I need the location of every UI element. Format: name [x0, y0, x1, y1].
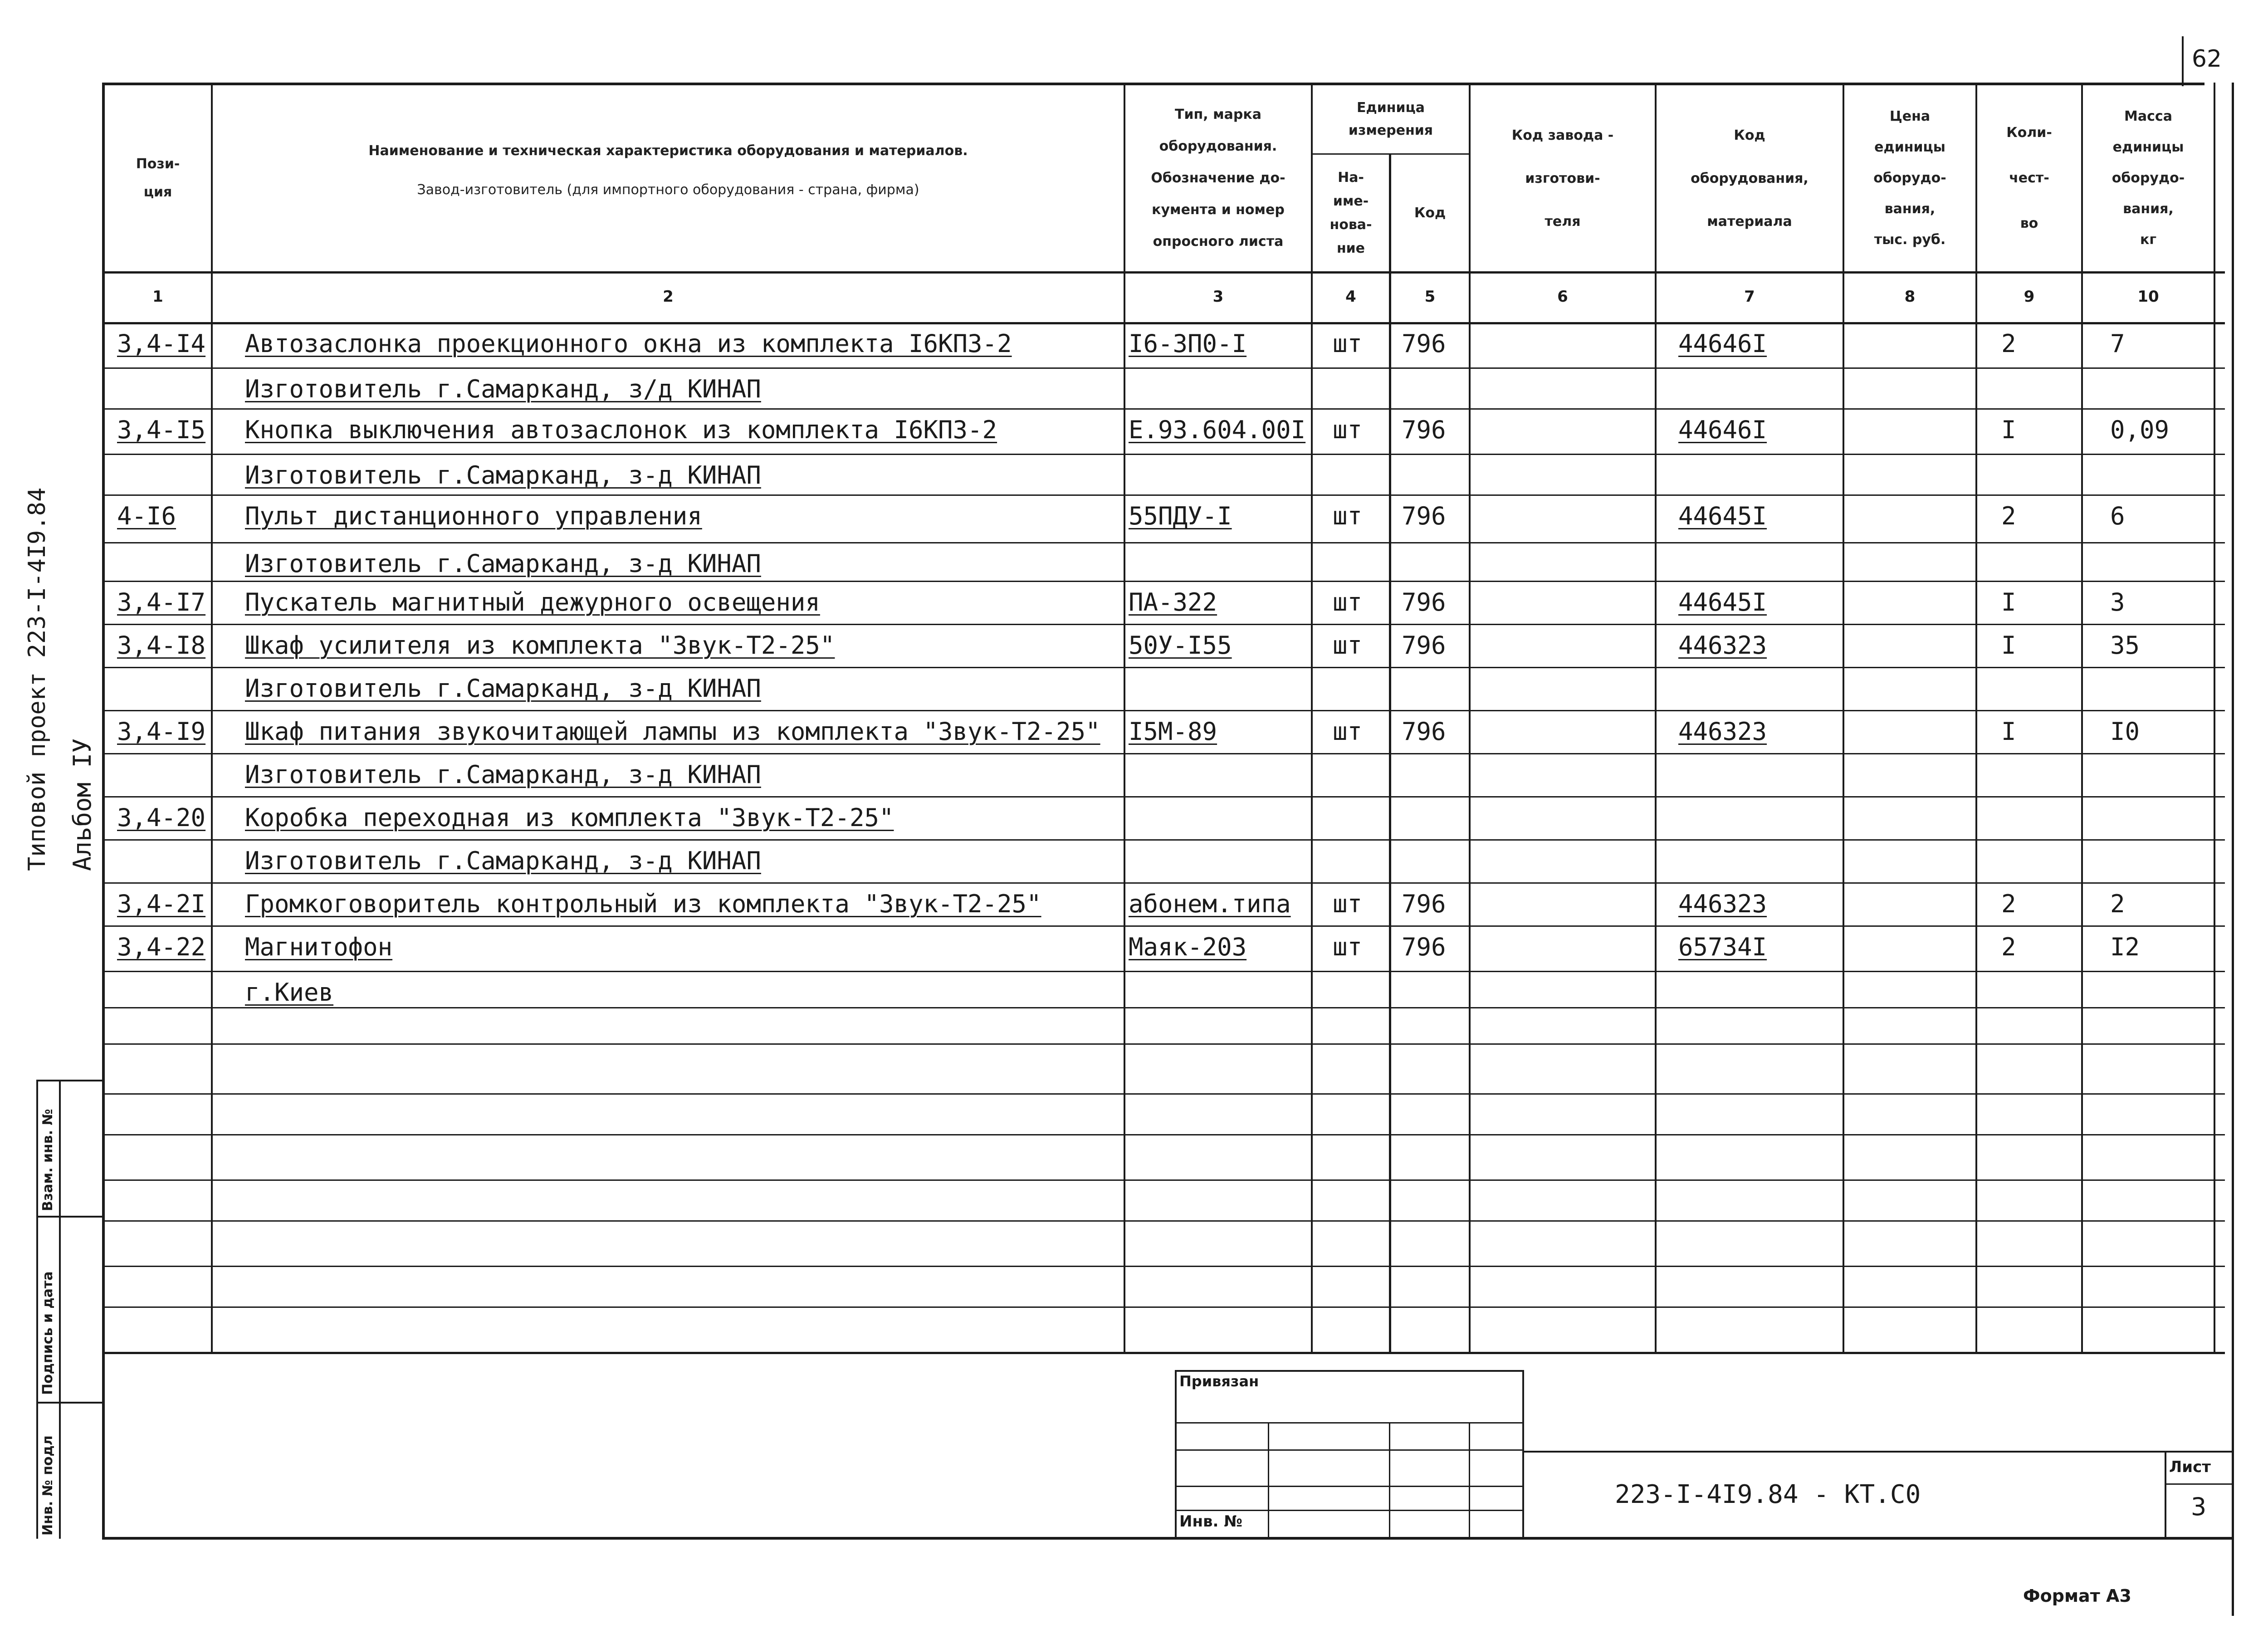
- cell-unit: шт: [1333, 588, 1363, 616]
- column-number: 7: [1744, 288, 1755, 306]
- cell-code: 796: [1402, 631, 1446, 660]
- cell-equip: 44646I: [1678, 329, 1767, 358]
- cell-mass: I2: [2110, 933, 2140, 961]
- cell-pos: 3,4-22: [117, 933, 206, 961]
- cell-pos: 3,4-2I: [117, 890, 206, 918]
- cell-mass: 35: [2110, 631, 2140, 660]
- cell-code: 796: [1402, 588, 1446, 616]
- side-label-signature: Подпись и дата: [40, 1271, 56, 1395]
- cell-type: Е.93.604.00I: [1129, 416, 1306, 444]
- row-divider: [102, 1179, 2225, 1181]
- document-code: 223-I-4I9.84 - КТ.С0: [1615, 1480, 1921, 1509]
- cell-unit: шт: [1333, 890, 1363, 918]
- cell-qty: I: [2001, 631, 2016, 660]
- cell-type: абонем.типа: [1129, 890, 1291, 918]
- row-divider: [102, 796, 2225, 797]
- cell-type: I5М-89: [1129, 717, 1217, 746]
- cell-qty: I: [2001, 717, 2016, 746]
- header-equipment-code: Код оборудования, материала: [1691, 127, 1809, 230]
- header-quantity: Коли- чест- во: [2006, 125, 2052, 231]
- row-divider: [102, 542, 2225, 543]
- column-number: 10: [2137, 288, 2159, 306]
- sheet-number: 3: [2190, 1492, 2207, 1521]
- format-label: Формат А3: [2023, 1586, 2131, 1606]
- cell-mass: 7: [2110, 329, 2125, 358]
- row-divider: [102, 494, 2225, 496]
- cell-mass: 6: [2110, 502, 2125, 530]
- row-divider: [102, 1093, 2225, 1095]
- cell-name: Изготовитель г.Самарканд, з-д КИНАП: [245, 846, 761, 875]
- row-divider: [102, 1043, 2225, 1045]
- cell-type: Маяк-203: [1129, 933, 1247, 961]
- cell-name: Изготовитель г.Самарканд, з-д КИНАП: [245, 760, 761, 789]
- cell-pos: 3,4-I8: [117, 631, 206, 660]
- side-label-replace-inv: Взам. инв. №: [40, 1109, 56, 1211]
- cell-name: Шкаф питания звукочитающей лампы из комплекта "Звук-Т2-25": [245, 717, 1100, 746]
- header-factory-code: Код завода - изготови- теля: [1511, 127, 1614, 230]
- header-mass: Масса единицы оборудо- вания, кг: [2112, 108, 2185, 248]
- cell-equip: 65734I: [1678, 933, 1767, 961]
- row-divider: [102, 1266, 2225, 1267]
- cell-pos: 4-I6: [117, 502, 176, 530]
- cell-qty: I: [2001, 588, 2016, 616]
- row-divider: [102, 710, 2225, 711]
- cell-name: Изготовитель г.Самарканд, з-д КИНАП: [245, 674, 761, 703]
- cell-mass: 3: [2110, 588, 2125, 616]
- cell-name: Изготовитель г.Самарканд, з-д КИНАП: [245, 549, 761, 578]
- header-position: Пози- ция: [136, 156, 180, 200]
- cell-type: ПА-322: [1129, 588, 1217, 616]
- header-price: Цена единицы оборудо- вания, тыс. руб.: [1873, 108, 1946, 248]
- cell-equip: 446323: [1678, 890, 1767, 918]
- cell-mass: 0,09: [2110, 416, 2170, 444]
- row-divider: [102, 839, 2225, 841]
- project-label: Типовой проект 223-I-4I9.84: [24, 487, 51, 871]
- row-divider: [102, 367, 2225, 369]
- cell-pos: 3,4-I7: [117, 588, 206, 616]
- cell-mass: 2: [2110, 890, 2125, 918]
- row-divider: [102, 624, 2225, 625]
- cell-unit: шт: [1333, 717, 1363, 746]
- cell-name: г.Киев: [245, 978, 334, 1007]
- column-number: 2: [663, 288, 674, 306]
- page-number: 62: [2191, 45, 2222, 73]
- cell-mass: I0: [2110, 717, 2140, 746]
- column-number: 4: [1345, 288, 1356, 306]
- cell-pos: 3,4-20: [117, 803, 206, 832]
- cell-name: Пускатель магнитный дежурного освещения: [245, 588, 820, 616]
- row-divider: [102, 925, 2225, 927]
- cell-name: Шкаф усилителя из комплекта "Звук-Т2-25": [245, 631, 835, 660]
- cell-code: 796: [1402, 933, 1446, 961]
- cell-code: 796: [1402, 717, 1446, 746]
- cell-code: 796: [1402, 329, 1446, 358]
- cell-equip: 44645I: [1678, 588, 1767, 616]
- row-divider: [102, 753, 2225, 754]
- cell-name: Коробка переходная из комплекта "Звук-Т2-25": [245, 803, 894, 832]
- row-divider: [102, 1220, 2225, 1222]
- cell-pos: 3,4-I9: [117, 717, 206, 746]
- cell-unit: шт: [1333, 631, 1363, 660]
- cell-name: Магнитофон: [245, 933, 393, 961]
- cell-type: I6-3П0-I: [1129, 329, 1247, 358]
- cell-qty: 2: [2001, 933, 2016, 961]
- album-label: Альбом IУ: [68, 738, 97, 871]
- row-divider: [102, 1306, 2225, 1308]
- column-number: 3: [1212, 288, 1224, 306]
- cell-code: 796: [1402, 502, 1446, 530]
- stamp-inv-no: Инв. №: [1179, 1512, 1243, 1531]
- cell-name: Громкоговоритель контрольный из комплекта "Звук-Т2-25": [245, 890, 1041, 918]
- header-name: Наименование и техническая характеристика оборудования и материалов. Завод-изготовитель (для импортного оборудования - страна, фирма): [368, 143, 968, 198]
- cell-code: 796: [1402, 890, 1446, 918]
- row-divider: [102, 667, 2225, 668]
- cell-unit: шт: [1333, 933, 1363, 961]
- row-divider: [102, 454, 2225, 455]
- column-number: 8: [1904, 288, 1916, 306]
- cell-name: Изготовитель г.Самарканд, з/д КИНАП: [245, 375, 761, 403]
- cell-qty: 2: [2001, 502, 2016, 530]
- cell-name: Автозаслонка проекционного окна из комплекта I6КПЗ-2: [245, 329, 1012, 358]
- cell-qty: 2: [2001, 890, 2016, 918]
- cell-unit: шт: [1333, 329, 1363, 358]
- row-divider: [102, 882, 2225, 884]
- column-number: 1: [152, 288, 163, 306]
- header-unit-name: На- име- нова- ние: [1330, 169, 1372, 256]
- column-number: 6: [1557, 288, 1568, 306]
- cell-equip: 44645I: [1678, 502, 1767, 530]
- cell-unit: шт: [1333, 502, 1363, 530]
- cell-type: 55ПДУ-I: [1129, 502, 1232, 530]
- row-divider: [102, 1134, 2225, 1135]
- cell-qty: I: [2001, 416, 2016, 444]
- cell-pos: 3,4-I4: [117, 329, 206, 358]
- column-number: 5: [1424, 288, 1436, 306]
- header-unit-group: Единица измерения: [1348, 100, 1433, 138]
- cell-equip: 44646I: [1678, 416, 1767, 444]
- header-unit-code: Код: [1414, 205, 1446, 221]
- sheet-label: Лист: [2169, 1458, 2211, 1476]
- row-divider: [102, 408, 2225, 410]
- cell-equip: 446323: [1678, 631, 1767, 660]
- cell-name: Изготовитель г.Самарканд, з-д КИНАП: [245, 461, 761, 489]
- row-divider: [102, 971, 2225, 972]
- cell-code: 796: [1402, 416, 1446, 444]
- stamp-privyazan: Привязан: [1179, 1373, 1259, 1390]
- cell-name: Кнопка выключения автозаслонок из комплекта I6КПЗ-2: [245, 416, 997, 444]
- cell-qty: 2: [2001, 329, 2016, 358]
- cell-equip: 446323: [1678, 717, 1767, 746]
- cell-unit: шт: [1333, 416, 1363, 444]
- header-type: Тип, марка оборудования. Обозначение до- кумента и номер опросного листа: [1151, 107, 1286, 250]
- cell-pos: 3,4-I5: [117, 416, 206, 444]
- cell-name: Пульт дистанционного управления: [245, 502, 702, 530]
- cell-type: 50У-I55: [1129, 631, 1232, 660]
- column-number: 9: [2024, 288, 2035, 306]
- side-label-inv-no: Инв. № подл: [40, 1435, 56, 1536]
